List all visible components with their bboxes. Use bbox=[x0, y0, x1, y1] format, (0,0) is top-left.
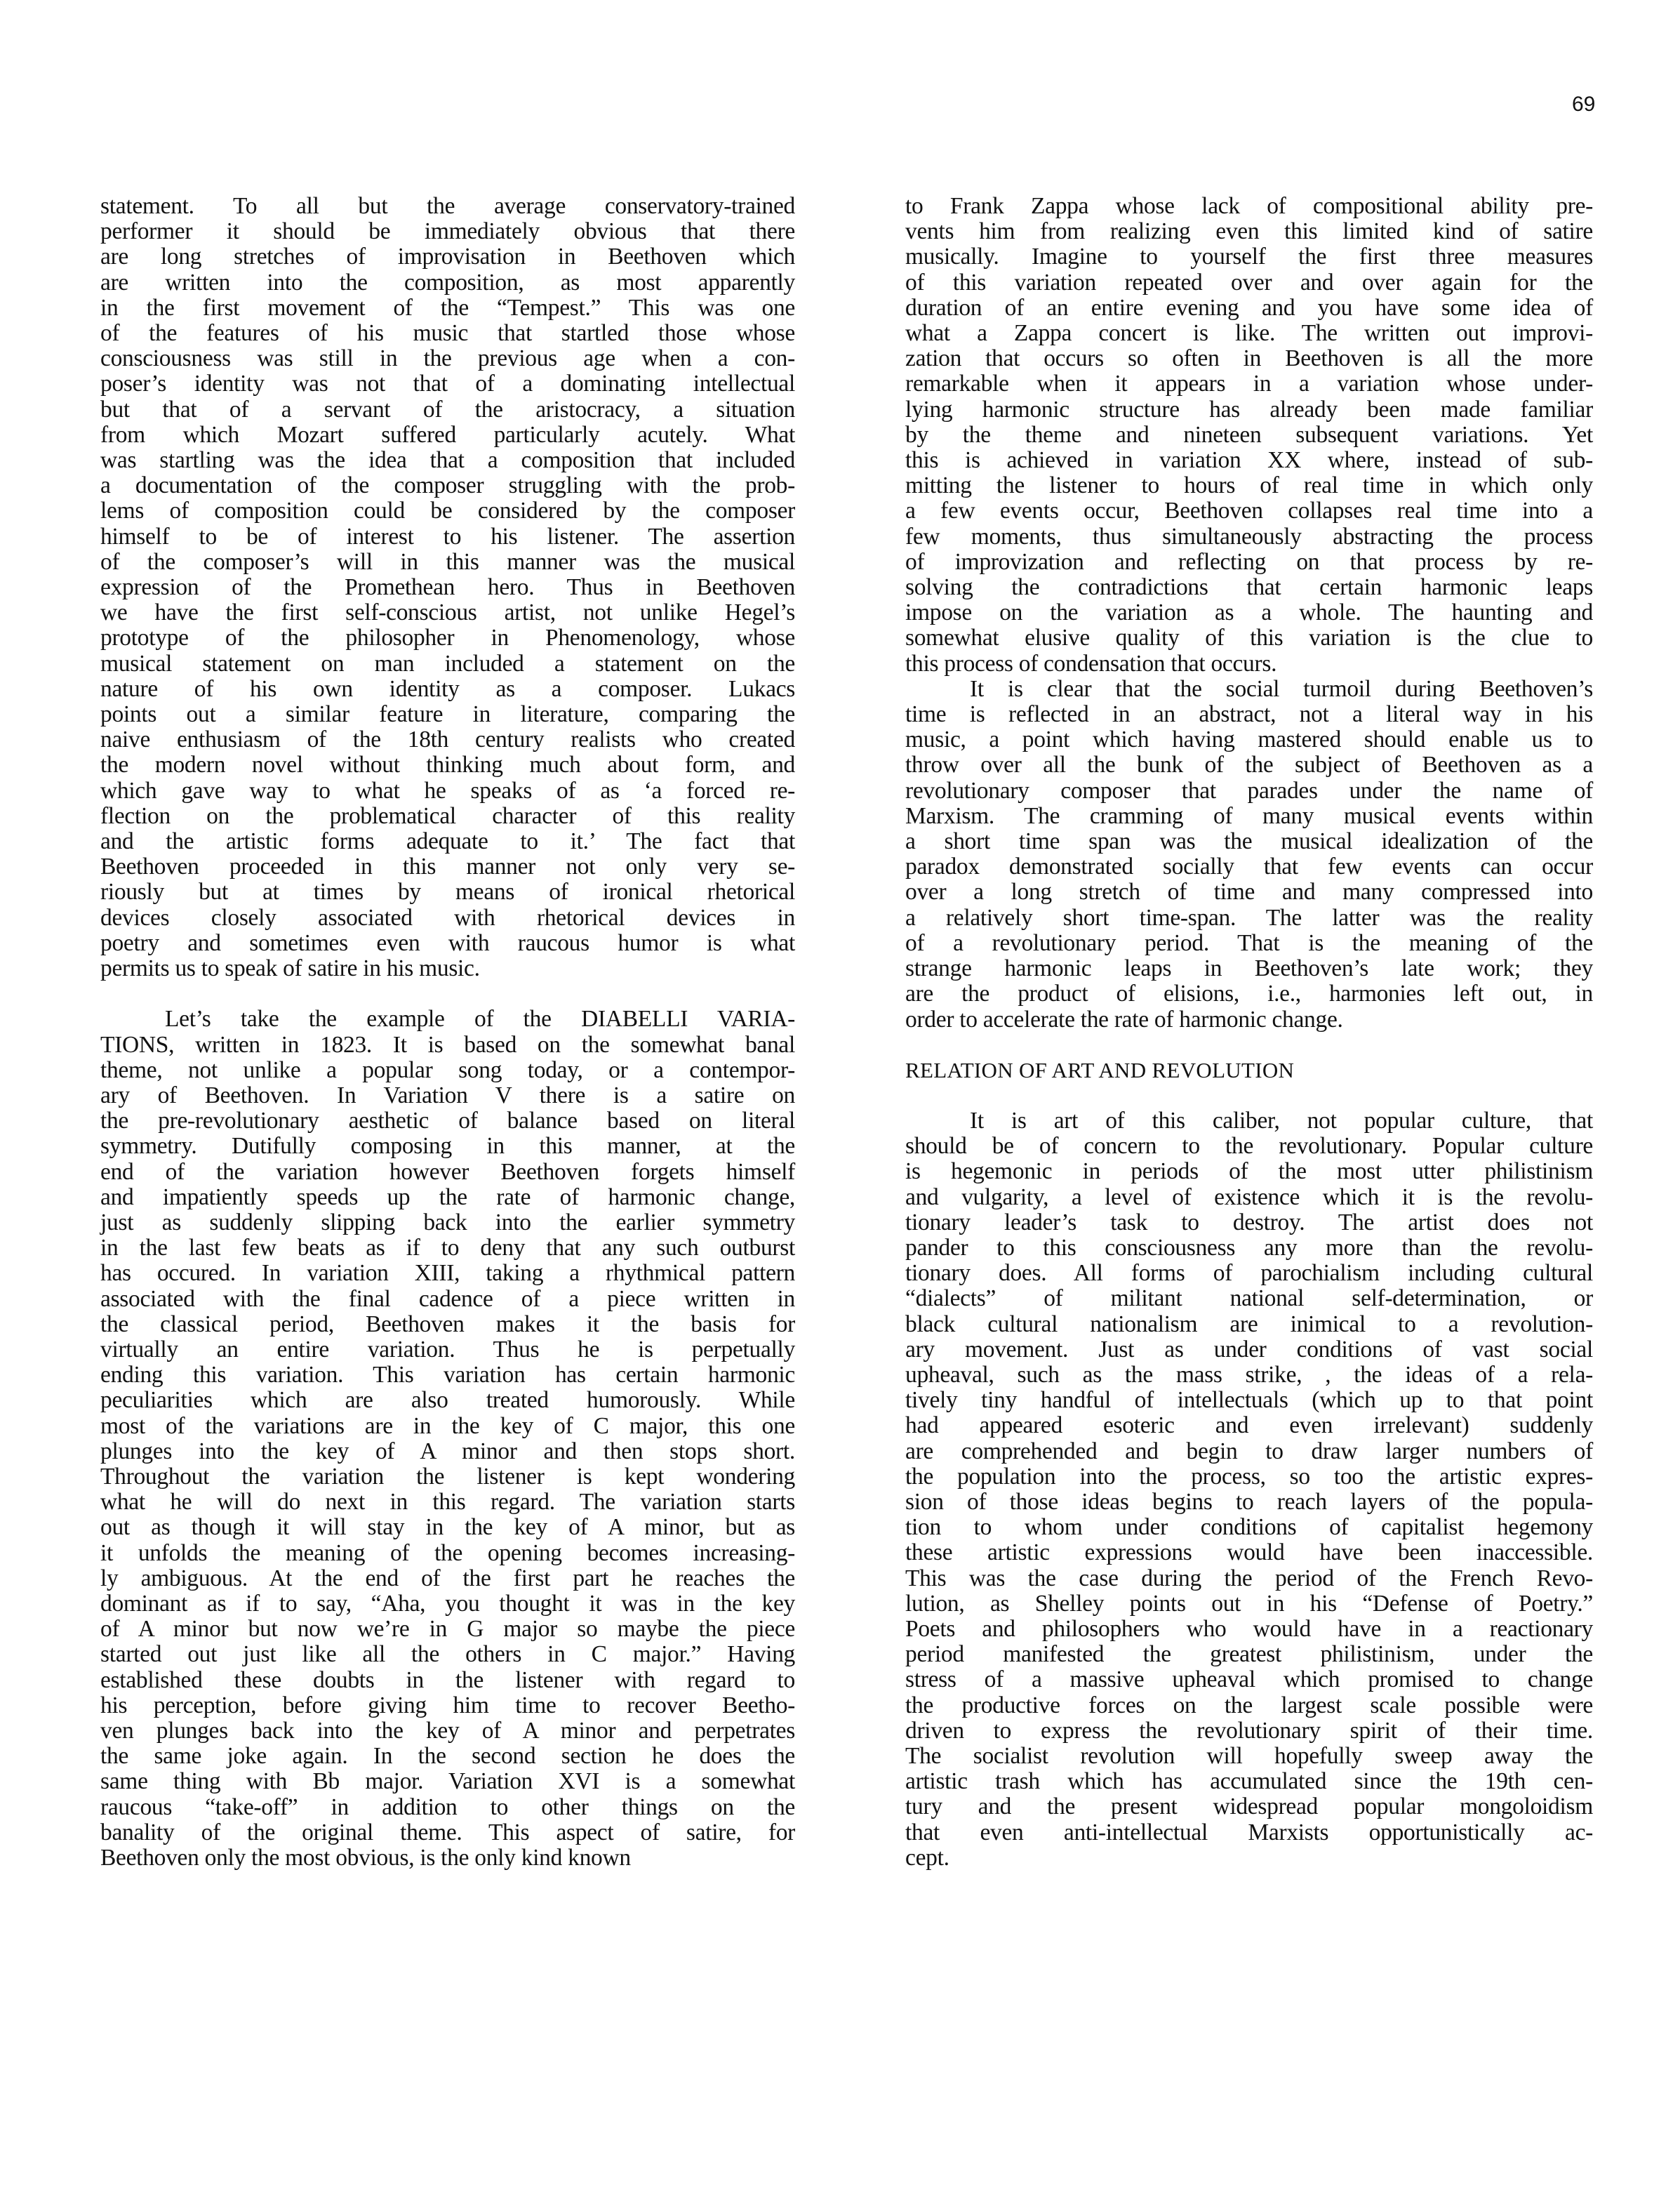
text-line: Beethoven proceeded in this manner not only very se- bbox=[100, 854, 795, 880]
text-line: the population into the process, so too the artistic expres- bbox=[905, 1463, 1593, 1490]
text-line: strange harmonic leaps in Beethoven’s late work; they bbox=[905, 955, 1593, 982]
text-line: zation that occurs so often in Beethoven is all the more bbox=[905, 345, 1593, 372]
text-line: this process of condensation that occurs. bbox=[905, 650, 1277, 677]
text-line: his perception, before giving him time to recover Beetho- bbox=[100, 1692, 795, 1718]
text-line: It is art of this caliber, not popular culture, that bbox=[970, 1107, 1593, 1134]
text-line: Let’s take the example of the DIABELLI VARIA- bbox=[165, 1006, 795, 1033]
text-line: remarkable when it appears in a variation whose under- bbox=[905, 371, 1593, 397]
text-line: musically. Imagine to yourself the first three measures bbox=[905, 244, 1593, 270]
paragraph-gap bbox=[905, 1083, 1593, 1108]
text-line: poetry and sometimes even with raucous humor is what bbox=[100, 929, 795, 956]
text-line: of A minor but now we’re in G major so maybe the piece bbox=[100, 1616, 795, 1643]
text-line: tionary does. All forms of parochialism including cultural bbox=[905, 1260, 1593, 1287]
text-line: sion of those ideas begins to reach layers of the popula- bbox=[905, 1488, 1593, 1515]
text-line: Throughout the variation the listener is kept wondering bbox=[100, 1463, 795, 1490]
text-line: solving the contradictions that certain harmonic leaps bbox=[905, 574, 1593, 601]
text-line: consciousness was still in the previous age when a con- bbox=[100, 345, 795, 372]
text-line: the productive forces on the largest scale possible were bbox=[905, 1692, 1593, 1718]
paragraph bbox=[905, 1108, 1593, 1871]
text-line: naive enthusiasm of the 18th century realists who created bbox=[100, 727, 795, 753]
paragraph bbox=[100, 1007, 795, 1871]
text-line: ary movement. Just as under conditions of vast social bbox=[905, 1336, 1593, 1362]
left-column bbox=[100, 194, 795, 1871]
text-line: peculiarities which are also treated humorously. While bbox=[100, 1387, 795, 1414]
text-line: and the artistic forms adequate to it.’ The fact that bbox=[100, 828, 795, 855]
text-line: we have the first self-conscious artist, not unlike Hegel’s bbox=[100, 599, 795, 626]
right-column bbox=[905, 194, 1593, 1871]
text-line: just as suddenly slipping back into the earlier symmetry bbox=[100, 1209, 795, 1235]
text-line: a short time span was the musical idealization of the bbox=[905, 828, 1593, 855]
text-line: TIONS, written in 1823. It is based on the somewhat banal bbox=[100, 1031, 795, 1058]
text-line: riously but at times by means of ironical rhetorical bbox=[100, 879, 795, 906]
text-line: tury and the present widespread popular mongoloidism bbox=[905, 1794, 1593, 1820]
text-line: is hegemonic in periods of the most utter philistinism bbox=[905, 1158, 1593, 1185]
text-line: pander to this consciousness any more than the revolu- bbox=[905, 1234, 1593, 1261]
text-line: the modern novel without thinking much about form, and bbox=[100, 752, 795, 778]
text-line: out as though it will stay in the key of A minor, but as bbox=[100, 1514, 795, 1541]
text-line: has occured. In variation XIII, taking a rhythmical pattern bbox=[100, 1260, 795, 1287]
text-line: Poets and philosophers who would have in a reactionary bbox=[905, 1615, 1593, 1642]
text-line: are comprehended and begin to draw larger numbers of bbox=[905, 1438, 1593, 1464]
text-line: “dialects” of militant national self-determination, or bbox=[905, 1285, 1593, 1312]
text-line: The socialist revolution will hopefully sweep away the bbox=[905, 1742, 1593, 1769]
text-line: and vulgarity, a level of existence which it is the revolu- bbox=[905, 1183, 1593, 1210]
text-line: what he will do next in this regard. The variation starts bbox=[100, 1489, 795, 1516]
text-line: Beethoven only the most obvious, is the only kind known bbox=[100, 1845, 631, 1871]
text-line: tionary leader’s task to destroy. The artist does not bbox=[905, 1209, 1593, 1235]
text-line: lution, as Shelley points out in his “Defense of Poetry.” bbox=[905, 1590, 1593, 1617]
text-line: started out just like all the others in C major.” Having bbox=[100, 1641, 795, 1668]
text-line: musical statement on man included a statement on the bbox=[100, 650, 795, 677]
text-line: are written into the composition, as most apparently bbox=[100, 269, 795, 296]
text-line: what a Zappa concert is like. The written out improvi- bbox=[905, 320, 1593, 347]
text-line: time is reflected in an abstract, not a literal way in his bbox=[905, 701, 1593, 728]
text-line: a few events occur, Beethoven collapses real time into a bbox=[905, 498, 1593, 524]
text-line: expression of the Promethean hero. Thus in Beethoven bbox=[100, 574, 795, 601]
text-line: should be of concern to the revolutionary. Popular culture bbox=[905, 1133, 1593, 1160]
text-line: ary of Beethoven. In Variation V there is a satire on bbox=[100, 1082, 795, 1108]
text-line: of improvization and reflecting on that process by re- bbox=[905, 548, 1593, 575]
paragraph bbox=[905, 677, 1593, 1033]
text-line: associated with the final cadence of a piece written in bbox=[100, 1285, 795, 1312]
text-line: it unfolds the meaning of the opening becomes increasing- bbox=[100, 1539, 795, 1566]
text-line: of the features of his music that startled those whose bbox=[100, 320, 795, 347]
text-line: in the last few beats as if to deny that any such outburst bbox=[100, 1235, 795, 1261]
text-line: dominant as if to say, “Aha, you thought it was in the key bbox=[100, 1590, 795, 1617]
text-line: performer it should be immediately obvious that there bbox=[100, 218, 795, 245]
text-line: points out a similar feature in literature, comparing the bbox=[100, 701, 795, 728]
text-line: a relatively short time-span. The latter was the reality bbox=[905, 904, 1593, 931]
text-line: lems of composition could be considered by the composer bbox=[100, 498, 795, 524]
text-line: devices closely associated with rhetorical devices in bbox=[100, 904, 795, 931]
text-line: music, a point which having mastered should enable us to bbox=[905, 727, 1593, 753]
paragraph bbox=[100, 194, 795, 981]
text-line: vents him from realizing even this limited kind of satire bbox=[905, 218, 1593, 245]
text-line: which gave way to what he speaks of as ‘a forced re- bbox=[100, 777, 795, 804]
text-line: lying harmonic structure has already been made familiar bbox=[905, 396, 1593, 423]
text-line: few moments, thus simultaneously abstracting the process bbox=[905, 523, 1593, 550]
text-line: of this variation repeated over and over again for the bbox=[905, 269, 1593, 296]
text-line: in the first movement of the “Tempest.” This was one bbox=[100, 294, 795, 321]
text-line: period manifested the greatest philistinism, under the bbox=[905, 1641, 1593, 1668]
text-line: This was the case during the period of the French Revo- bbox=[905, 1565, 1593, 1591]
text-line: are the product of elisions, i.e., harmonies left out, in bbox=[905, 981, 1593, 1007]
text-line: and impatiently speeds up the rate of harmonic change, bbox=[100, 1183, 795, 1210]
text-line: that even anti-intellectual Marxists opportunistically ac- bbox=[905, 1819, 1593, 1845]
text-line: artistic trash which has accumulated since the 19th cen- bbox=[905, 1768, 1593, 1795]
text-line: impose on the variation as a whole. The haunting and bbox=[905, 599, 1593, 626]
text-line: the same joke again. In the second section he does the bbox=[100, 1743, 795, 1770]
text-line: Marxism. The cramming of many musical events within bbox=[905, 802, 1593, 829]
text-line: of a revolutionary period. That is the meaning of the bbox=[905, 929, 1593, 956]
text-line: statement. To all but the average conservatory-trained bbox=[100, 193, 795, 219]
text-line: by the theme and nineteen subsequent variations. Yet bbox=[905, 421, 1593, 448]
text-line: ly ambiguous. At the end of the first part he reaches the bbox=[100, 1565, 795, 1591]
text-line: the pre-revolutionary aesthetic of balance based on literal bbox=[100, 1108, 795, 1134]
text-line: ven plunges back into the key of A minor and perpetrates bbox=[100, 1717, 795, 1744]
text-line: established these doubts in the listener with regard to bbox=[100, 1666, 795, 1693]
text-line: mitting the listener to hours of real time in which only bbox=[905, 472, 1593, 499]
text-line: these artistic expressions would have been inaccessible. bbox=[905, 1539, 1593, 1566]
text-line: cept. bbox=[905, 1844, 949, 1871]
text-line: driven to express the revolutionary spirit of their time. bbox=[905, 1717, 1593, 1744]
text-line: of the composer’s will in this manner was the musical bbox=[100, 548, 795, 575]
text-line: was startling was the idea that a composition that included bbox=[100, 447, 795, 474]
text-line: tion to whom under conditions of capitalist hegemony bbox=[905, 1514, 1593, 1541]
text-line: this is achieved in variation XX where, instead of sub- bbox=[905, 447, 1593, 474]
text-line: duration of an entire evening and you have some idea of bbox=[905, 294, 1593, 321]
text-line: tively tiny handful of intellectuals (which up to that point bbox=[905, 1387, 1593, 1414]
paragraph-gap bbox=[100, 981, 795, 1007]
text-line: the classical period, Beethoven makes it the basis for bbox=[100, 1311, 795, 1337]
text-line: permits us to speak of satire in his music. bbox=[100, 955, 480, 982]
text-line: himself to be of interest to his listener. The assertion bbox=[100, 523, 795, 550]
text-line: most of the variations are in the key of C major, this one bbox=[100, 1412, 795, 1439]
text-line: a documentation of the composer struggling with the prob- bbox=[100, 472, 795, 499]
text-line: banality of the original theme. This aspect of satire, for bbox=[100, 1819, 795, 1845]
text-line: order to accelerate the rate of harmonic change. bbox=[905, 1006, 1343, 1033]
text-line: throw over all the bunk of the subject of Beethoven as a bbox=[905, 752, 1593, 778]
text-line: end of the variation however Beethoven forgets himself bbox=[100, 1158, 795, 1185]
text-line: had appeared esoteric and even irrelevant) suddenly bbox=[905, 1412, 1593, 1439]
text-line: to Frank Zappa whose lack of compositional ability pre- bbox=[905, 193, 1593, 219]
text-line: upheaval, such as the mass strike, , the ideas of a rela- bbox=[905, 1361, 1593, 1388]
text-line: same thing with Bb major. Variation XVI is a somewhat bbox=[100, 1768, 795, 1795]
text-line: somewhat elusive quality of this variation is the clue to bbox=[905, 625, 1593, 651]
text-line: theme, not unlike a popular song today, or a contempor- bbox=[100, 1056, 795, 1083]
paragraph-gap bbox=[905, 1033, 1593, 1058]
paragraph bbox=[905, 194, 1593, 677]
text-line: paradox demonstrated socially that few events can occur bbox=[905, 854, 1593, 880]
text-line: stress of a massive upheaval which promised to change bbox=[905, 1666, 1593, 1693]
text-line: but that of a servant of the aristocracy, a situation bbox=[100, 396, 795, 423]
text-line: revolutionary composer that parades under the name of bbox=[905, 777, 1593, 804]
text-line: from which Mozart suffered particularly acutely. What bbox=[100, 421, 795, 448]
text-line: prototype of the philosopher in Phenomenology, whose bbox=[100, 625, 795, 651]
page-number: 69 bbox=[1572, 93, 1596, 116]
text-line: virtually an entire variation. Thus he is perpetually bbox=[100, 1336, 795, 1362]
text-line: ending this variation. This variation has certain harmonic bbox=[100, 1362, 795, 1388]
text-line: symmetry. Dutifully composing in this manner, at the bbox=[100, 1133, 795, 1160]
text-line: black cultural nationalism are inimical to a revolution- bbox=[905, 1311, 1593, 1337]
text-line: over a long stretch of time and many compressed into bbox=[905, 879, 1593, 906]
text-line: nature of his own identity as a composer. Lukacs bbox=[100, 675, 795, 702]
section-heading: RELATION OF ART AND REVOLUTION bbox=[905, 1057, 1295, 1082]
text-line: poser’s identity was not that of a dominating intellectual bbox=[100, 371, 795, 397]
text-line: raucous “take-off” in addition to other things on the bbox=[100, 1794, 795, 1820]
text-line: It is clear that the social turmoil during Beethoven’s bbox=[970, 675, 1593, 702]
text-line: are long stretches of improvisation in Beethoven which bbox=[100, 244, 795, 270]
text-line: plunges into the key of A minor and then stops short. bbox=[100, 1438, 795, 1464]
text-line: flection on the problematical character of this reality bbox=[100, 802, 795, 829]
